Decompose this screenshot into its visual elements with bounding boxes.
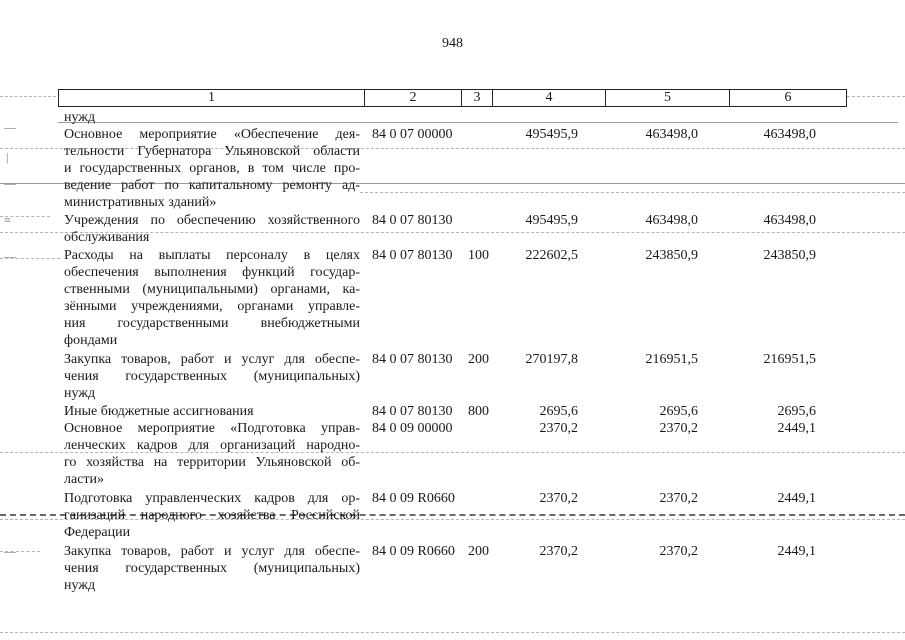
row-name-line: ласти» xyxy=(64,472,105,487)
row-name-line: нужд xyxy=(64,578,96,593)
row-csr-code: 84 0 09 R0660 xyxy=(372,544,455,559)
row-name-line: ственными (муниципальными) органами, ка- xyxy=(64,282,360,297)
row-name-line: обслуживания xyxy=(64,230,150,245)
row-name xyxy=(64,420,360,488)
row-name xyxy=(64,490,360,541)
row-csr-code: 84 0 07 80130 xyxy=(372,213,453,228)
row-value-col6: 463498,0 xyxy=(763,213,816,228)
row-csr-code: 84 0 07 80130 xyxy=(372,352,453,367)
row-name-line: чения государственных (муниципальных) xyxy=(64,369,360,384)
row-name xyxy=(64,351,360,402)
row-value-col4: 270197,8 xyxy=(525,352,578,367)
row-vr-code: 200 xyxy=(468,544,489,559)
header-col-6: 6 xyxy=(784,90,792,105)
row-name xyxy=(64,403,360,420)
row-value-col6: 2695,6 xyxy=(777,404,816,419)
row-name-line: Расходы на выплаты персоналу в целях xyxy=(64,248,360,263)
row-name-line: ганизаций народного хозяйства Российской xyxy=(64,508,360,523)
scan-artifact-line xyxy=(360,192,905,193)
row-name-line: зёнными учреждениями, органами управле- xyxy=(64,299,360,314)
row-value-col5: 2370,2 xyxy=(659,491,698,506)
row-name-line: Федерации xyxy=(64,525,131,540)
row-vr-code: 800 xyxy=(468,404,489,419)
row-name-line: тельности Губернатора Ульяновской области xyxy=(64,144,360,159)
row-name-line: министративных зданий» xyxy=(64,195,217,210)
row-value-col6: 243850,9 xyxy=(763,248,816,263)
row-vr-code: 200 xyxy=(468,352,489,367)
row-value-col6: 2449,1 xyxy=(777,421,816,436)
row-value-col5: 216951,5 xyxy=(645,352,698,367)
row-name-line: Подготовка управленческих кадров для ор- xyxy=(64,491,360,506)
row-value-col4: 222602,5 xyxy=(525,248,578,263)
row-value-col6: 216951,5 xyxy=(763,352,816,367)
header-col-4: 4 xyxy=(493,90,606,106)
row-name-line: чения государственных (муниципальных) xyxy=(64,561,360,576)
scan-artifact-line xyxy=(0,96,56,97)
carry-over-text: нужд xyxy=(64,110,96,125)
row-name xyxy=(64,543,360,594)
header-col-3: 3 xyxy=(462,90,493,106)
header-col-1: 1 xyxy=(59,90,365,106)
row-value-col5: 463498,0 xyxy=(645,213,698,228)
scan-artifact-mark: — xyxy=(4,544,16,558)
scan-artifact-line xyxy=(58,122,898,123)
row-value-col4: 495495,9 xyxy=(525,127,578,142)
row-value-col5: 2695,6 xyxy=(659,404,698,419)
row-vr-code: 100 xyxy=(468,248,489,263)
row-name-line: Основное мероприятие «Подготовка управ- xyxy=(64,421,360,436)
row-value-col4: 495495,9 xyxy=(525,213,578,228)
row-value-col5: 463498,0 xyxy=(645,127,698,142)
header-col-5: 5 xyxy=(606,90,730,106)
header-col-2: 2 xyxy=(365,90,462,106)
row-name xyxy=(64,212,360,246)
row-name xyxy=(64,247,360,349)
scan-artifact-mark: — xyxy=(4,249,16,263)
row-name xyxy=(64,126,360,211)
scan-artifact-line xyxy=(0,632,905,633)
row-value-col4: 2370,2 xyxy=(539,491,578,506)
row-value-col5: 243850,9 xyxy=(645,248,698,263)
row-value-col4: 2695,6 xyxy=(539,404,578,419)
row-name-line: Закупка товаров, работ и услуг для обеспе- xyxy=(64,544,360,559)
row-name-line: го хозяйства на территории Ульяновской об- xyxy=(64,455,360,470)
row-name-line: нужд xyxy=(64,386,96,401)
row-value-col6: 2449,1 xyxy=(777,491,816,506)
page-number: 948 xyxy=(442,36,463,51)
row-value-col4: 2370,2 xyxy=(539,544,578,559)
row-name-line: и государственных органов, в том числе про- xyxy=(64,161,360,176)
scan-artifact-mark: | xyxy=(6,150,9,164)
row-name-line: Закупка товаров, работ и услуг для обеспе- xyxy=(64,352,360,367)
row-name-line: ния государственными внебюджетными xyxy=(64,316,360,331)
row-value-col5: 2370,2 xyxy=(659,544,698,559)
row-csr-code: 84 0 07 00000 xyxy=(372,127,453,142)
scan-artifact-line xyxy=(847,96,905,97)
row-value-col5: 2370,2 xyxy=(659,421,698,436)
scan-artifact-mark: ≡ xyxy=(4,213,11,227)
scan-artifact-mark: — xyxy=(4,120,16,134)
row-csr-code: 84 0 07 80130 xyxy=(372,248,453,263)
row-value-col4: 2370,2 xyxy=(539,421,578,436)
row-name-line: ленческих кадров для организаций народно- xyxy=(64,438,360,453)
row-name-line: Учреждения по обеспечению хозяйственного xyxy=(64,213,360,228)
row-csr-code: 84 0 09 R0660 xyxy=(372,491,455,506)
scan-artifact-mark: — xyxy=(4,176,16,190)
row-name-line: Иные бюджетные ассигнования xyxy=(64,404,254,419)
row-csr-code: 84 0 07 80130 xyxy=(372,404,453,419)
row-name-line: обеспечения выполнения функций государ- xyxy=(64,265,360,280)
row-value-col6: 463498,0 xyxy=(763,127,816,142)
row-name-line: фондами xyxy=(64,333,118,348)
row-name-line: ведение работ по капитальному ремонту ад- xyxy=(64,178,360,193)
row-value-col6: 2449,1 xyxy=(777,544,816,559)
row-name-line: Основное мероприятие «Обеспечение дея- xyxy=(64,127,360,142)
row-csr-code: 84 0 09 00000 xyxy=(372,421,453,436)
table-header-row xyxy=(58,89,847,107)
